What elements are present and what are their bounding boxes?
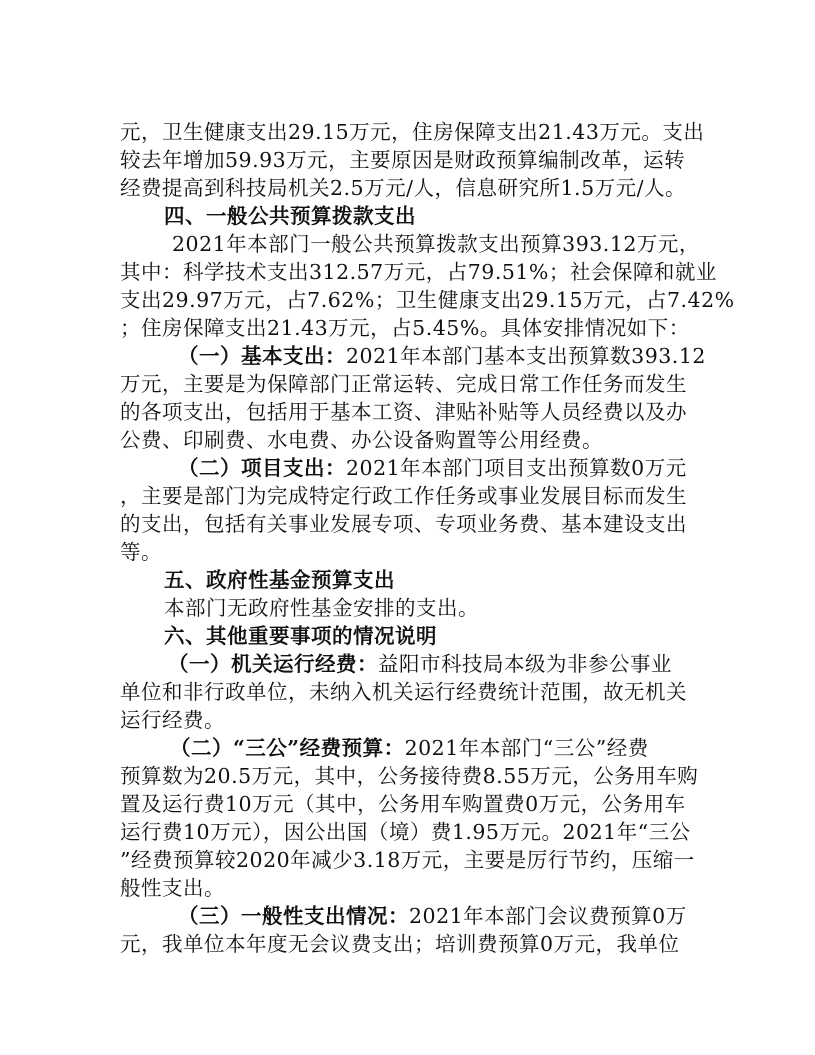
section-heading: 四、一般公共预算拨款支出 <box>164 204 416 228</box>
text-line: 本部门无政府性基金安排的支出。 <box>164 596 479 620</box>
text-line: （一）基本支出：2021年本部门基本支出预算数393.12 <box>178 344 706 368</box>
text-line: 支出29.97万元，占7.62%；卫生健康支出29.15万元，占7.42% <box>120 288 735 312</box>
text-line: 的各项支出，包括用于基本工资、津贴补贴等人员经费以及办 <box>120 400 687 424</box>
text-line: 运行经费。 <box>120 708 225 732</box>
text-line: （一）机关运行经费：益阳市科技局本级为非参公事业 <box>168 652 672 676</box>
text-line: ；住房保障支出21.43万元，占5.45%。具体安排情况如下： <box>120 316 690 340</box>
text-line: 经费提高到科技局机关2.5万元/人，信息研究所1.5万元/人。 <box>120 176 687 200</box>
text-line: 较去年增加59.93万元，主要原因是财政预算编制改革，运转 <box>120 148 686 172</box>
text-line: 其中：科学技术支出312.57万元，占79.51%；社会保障和就业 <box>120 260 717 284</box>
text-line: 预算数为20.5万元，其中，公务接待费8.55万元，公务用车购 <box>120 764 699 788</box>
text-line: 元，我单位本年度无会议费支出；培训费预算0万元，我单位 <box>120 932 680 956</box>
text-line: （二）项目支出：2021年本部门项目支出预算数0万元 <box>178 456 687 480</box>
text-line: 2021年本部门一般公共预算拨款支出预算393.12万元， <box>172 232 700 256</box>
text-line: （三）一般性支出情况：2021年本部门会议费预算0万 <box>178 904 687 928</box>
text-line: ，主要是部门为完成特定行政工作任务或事业发展目标而发生 <box>120 484 687 508</box>
section-heading: 六、其他重要事项的情况说明 <box>164 624 437 648</box>
text-line: （二）“三公”经费预算：2021年本部门“三公”经费 <box>170 736 649 760</box>
text-line: ”经费预算较2020年减少3.18万元，主要是厉行节约，压缩一 <box>120 848 695 872</box>
text-line: 等。 <box>120 540 162 564</box>
text-line: 运行费10万元），因公出国（境）费1.95万元。2021年“三公 <box>120 820 691 844</box>
text-line: 万元，主要是为保障部门正常运转、完成日常工作任务而发生 <box>120 372 687 396</box>
text-line: 公费、印刷费、水电费、办公设备购置等公用经费。 <box>120 428 603 452</box>
text-line: 的支出，包括有关事业发展专项、专项业务费、基本建设支出 <box>120 512 687 536</box>
text-line: 元，卫生健康支出29.15万元，住房保障支出21.43万元。支出 <box>120 120 705 144</box>
text-line: 单位和非行政单位，未纳入机关运行经费统计范围，故无机关 <box>120 680 687 704</box>
text-line: 置及运行费10万元（其中，公务用车购置费0万元，公务用车 <box>120 792 686 816</box>
section-heading: 五、政府性基金预算支出 <box>164 568 395 592</box>
text-line: 般性支出。 <box>120 876 225 900</box>
